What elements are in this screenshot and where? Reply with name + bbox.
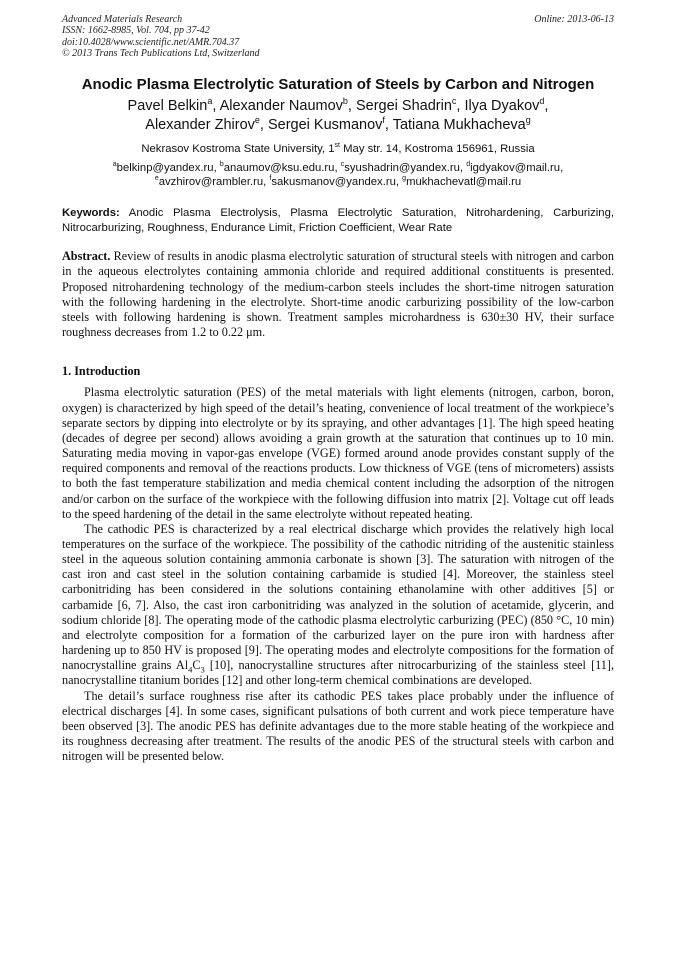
keywords [62,206,614,235]
author-marker: b [342,96,348,107]
section-heading: 1. Introduction [62,364,141,379]
author-emails: $^a$belkinp@yandex.ru, $^b$anaumov@ksu.edu.ru, $^c$syushadrin@yandex.ru, $^d$igdyakov@mail.ru, $^e$avzhirov@rambler.ru, $^f$sakusmanov@yandex.ru, $^g$mukhachevatl@mail.ru [112,161,564,189]
author-marker: g [525,114,531,125]
email-link[interactable]: syushadrin@yandex.ru [344,162,460,175]
email-link[interactable]: belkinp@yandex.ru [116,162,214,175]
author-marker: d [539,96,545,107]
copyright-line: © 2013 Trans Tech Publications Ltd, Switzerland [62,47,260,59]
author-name: Alexander Zhirov [145,116,255,133]
affiliation: Nekrasov Kostroma State University, 1st May str. 14, Kostroma 156961, Russia [141,142,535,156]
issn-line: ISSN: 1662-8985, Vol. 704, pp 37-42 [62,25,210,37]
doi-line[interactable]: doi:10.4028/www.scientific.net/AMR.704.37 [62,36,240,48]
abstract-label: Abstract. [62,249,111,264]
journal-name: Advanced Materials Research [62,14,183,25]
email-link[interactable]: sakusmanov@yandex.ru [271,176,396,189]
email-link[interactable]: anaumov@ksu.edu.ru [223,162,335,175]
paper-title: Anodic Plasma Electrolytic Saturation of Steels by Carbon and Nitrogen [81,76,595,94]
author-marker: a [207,96,213,107]
abstract [62,249,614,340]
email-link[interactable]: avzhirov@rambler.ru [158,176,264,189]
author-name: Ilya Dyakov [464,98,540,115]
introduction-body [62,385,614,764]
author-marker: f [382,114,385,125]
author-name: Pavel Belkin [127,98,208,115]
author-marker: e [254,114,260,125]
paragraph: The detail’s surface roughness rise after its cathodic PES takes place probably under the influence of electrical discharges [4]. In some cases, significant pulsations of both current and work piece temperature have been observed [3]. The anodic PES has definite advantages due to the more stable heating of the workpiece and its roughness decreasing after treatment. The results of the anodic PES of the structural steels with carbon and nitrogen will be presented below. [62,688,614,764]
author-marker: c [451,96,457,107]
keywords-label: Keywords: [62,207,120,220]
author-name: Sergei Kusmanov [267,116,383,133]
email-link[interactable]: mukhachevatl@mail.ru [406,176,522,189]
author-name: Sergei Shadrin [355,98,452,115]
paragraph: The cathodic PES is characterized by a real electrical discharge which provides the relatively high local temperatures on the surface of the workpiece. The possibility of the cathodic nitriding of the austenitic stainless steel in the aqueous solution containing ammonia carbonate is shown [3]. The saturation with nitrogen of the cast iron and cast steel in the solution containing carbamide is studied [4]. Moreover, the stainless steel carbonitriding has been considered in the solutions containing ethanolamine with other additives [5] or carbamide [6, 7]. Also, the cast iron carbonitriding was analyzed in the solution of acetamide, glycerin, and sodium chloride [8]. The operating mode of the cathodic plasma electrolytic carburizing (PEC) (850 °C, 10 min) and electrolyte composition for a formation of the carburized layer on the pure iron with hardness after hardening up to 850 HV is proposed [9]. The operating modes and electrolyte compositions for the formation of nanocrystalline grains $Al_4C_3$ [10], nanocrystalline structures after nitrocarburizing of the stainless steel [11], nanocrystalline titanium borides [12] and other long-term chemical combinations are developed. [62,521,614,688]
paragraph: Plasma electrolytic saturation (PES) of the metal materials with light elements (nitrogen, carbon, boron, oxygen) is characterized by high speed of the detail’s heating, convenience of local treatment of the workpiece’s separate sectors by dipping into electrolyte or by its spraying, and other advantages [1]. The high speed heating (decades of degree per second) allows avoiding a grain growth at the saturation that continues up to 10 min. Saturating media moving in vapor-gas envelope (VGE) formed around anode provides constant supply of the required components and removal of the reactions products. Low thickness of VGE (tens of micrometers) assists to both the fast temperature stabilization and media chemical content including the adsorption of the nitrogen and/or carbon on the surface of the workpiece with the following diffusion into matrix [2]. Voltage cut off leads to the speed hardening of the detail in the same electrolyte without repeated heating. [62,385,614,521]
email-link[interactable]: igdyakov@mail.ru [470,162,561,175]
author-name: Alexander Naumov [219,98,343,115]
online-date: Online: 2013-06-13 [534,14,614,25]
journal-header [62,14,614,59]
author-list: Pavel Belkin$^a$, Alexander Naumov$^b$, Sergei Shadrin$^c$, Ilya Dyakov$^d$, Alexander Zhirov$^e$, Sergei Kusmanov$^f$, Tatiana Mukhacheva$^g$ [127,96,549,133]
paper-page [62,14,614,764]
abstract-text: Review of results in anodic plasma electrolytic saturation of structural steels with nitrogen and carbon in the aqueous electrolytes containing ammonia chloride and required additional constituents is presented. Proposed nitrohardening technology of the medium-carbon steels includes the short-time nitrogen saturation with the following hardening in the electrolyte. Short-time anodic carburizing possibility of the low-carbon steels with following hardening is shown. Treatment samples microhardness is 630±30 HV, their surface roughness decreases from 1.2 to 0.22 μm. [62,249,614,340]
author-name: Tatiana Mukhacheva [392,116,526,133]
keywords-text: Anodic Plasma Electrolysis, Plasma Electrolytic Saturation, Nitrohardening, Carburizing, Nitrocarburizing, Roughness, Endurance Limit, Friction Coefficient, Wear Rate [62,207,614,234]
